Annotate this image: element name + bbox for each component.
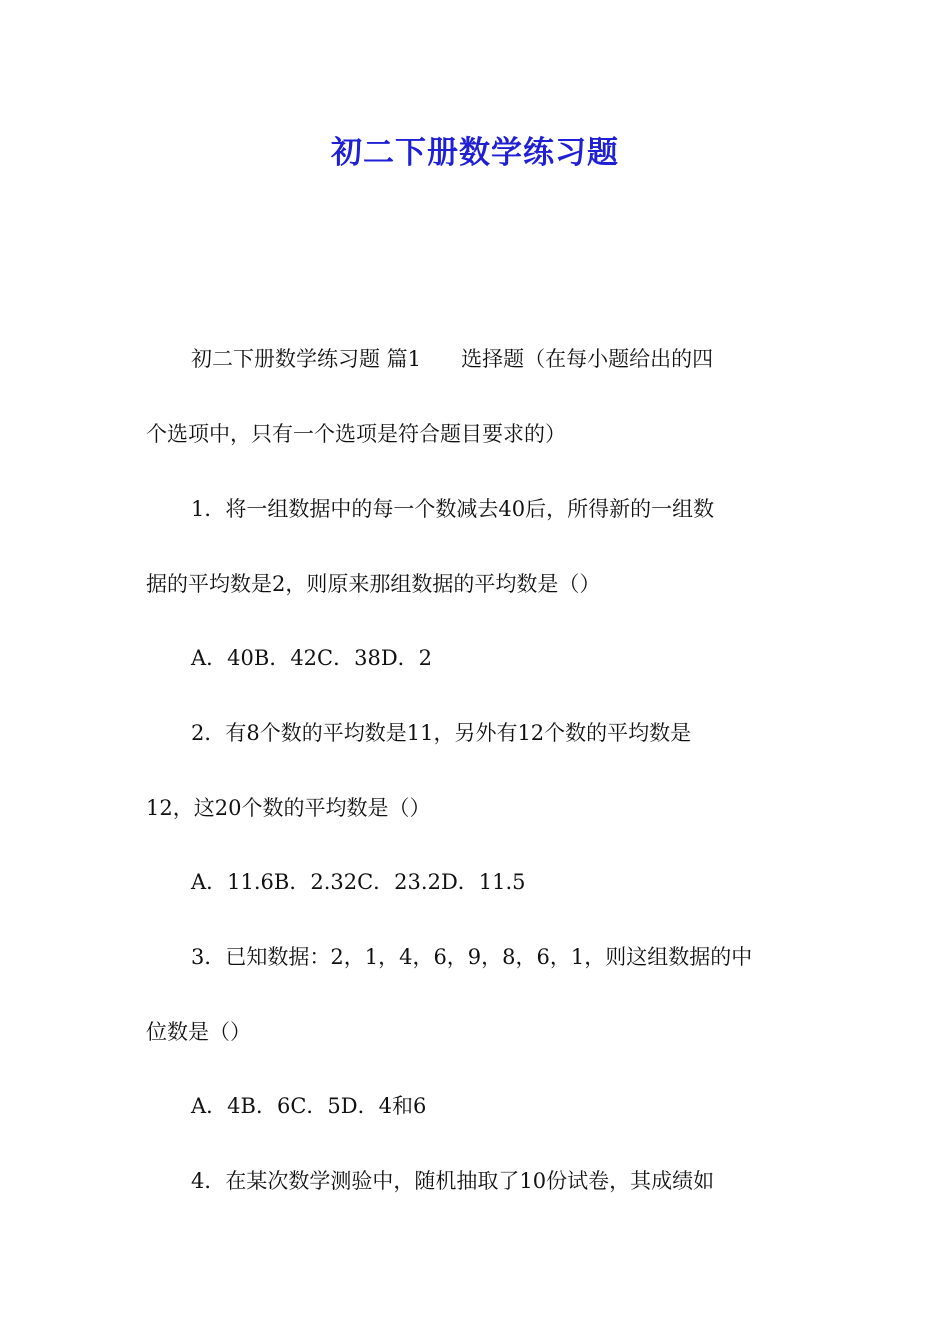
question-3-line-2: 位数是（） (146, 1020, 251, 1044)
question-1-line-2: 据的平均数是2，则原来那组数据的平均数是（） (146, 572, 601, 596)
paragraph-intro-line-1: 初二下册数学练习题 篇1 选择题（在每小题给出的四 (191, 347, 714, 371)
question-3-options: A．4B．6C．5D．4和6 (191, 1094, 427, 1118)
paragraph-intro-line-2: 个选项中，只有一个选项是符合题目要求的） (146, 422, 566, 446)
question-2-line-2: 12，这20个数的平均数是（） (146, 796, 431, 820)
question-1-options: A．40B．42C．38D．2 (191, 646, 433, 670)
question-2-line-1: 2．有8个数的平均数是11，另外有12个数的平均数是 (191, 721, 692, 745)
question-1-line-1: 1．将一组数据中的每一个数减去40后，所得新的一组数 (191, 497, 715, 521)
question-3-line-1: 3．已知数据：2，1，4，6，9，8，6，1，则这组数据的中 (191, 945, 753, 969)
question-4-line-1: 4．在某次数学测验中，随机抽取了10份试卷，其成绩如 (191, 1169, 715, 1193)
document-title: 初二下册数学练习题 (331, 135, 619, 171)
question-2-options: A．11.6B．2.32C．23.2D．11.5 (191, 870, 526, 894)
